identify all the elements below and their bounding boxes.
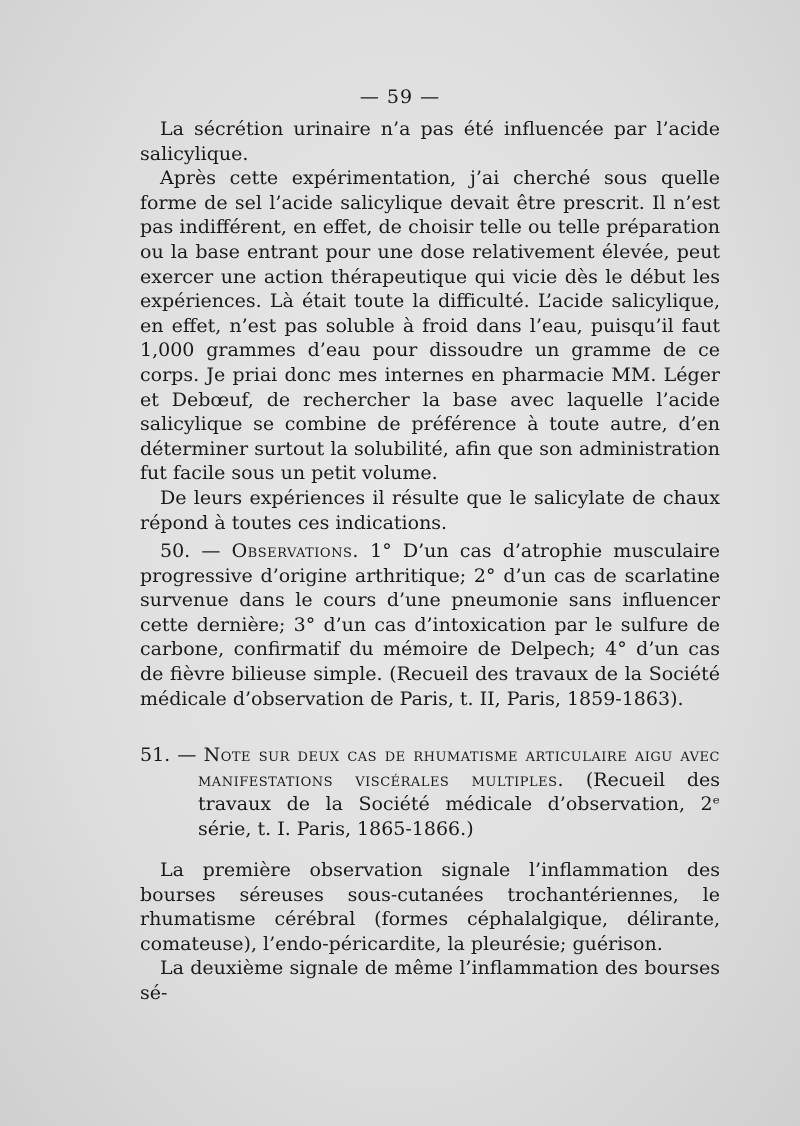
paragraph-first-observation: La première observation signale l’inflammation des bourses séreuses sous-cutanées trochantériennes, le rhumatisme cérébral (formes céphalalgique, délirante, comateuse), l’endo-péricardite, la pleurésie; guérison.: [140, 859, 720, 955]
paragraph-second-observation: La deuxième signale de même l’inflammation des bourses sé-: [140, 957, 720, 1004]
observation-51: [140, 743, 720, 841]
observation-50-paragraph: [140, 539, 720, 711]
closing-section: [140, 858, 720, 1006]
observation-51-body: (Recueil des travaux de la Société médicale d’observation, 2ᵉ série, t. I. Paris, 1865-1866.): [198, 768, 720, 840]
observation-50-body: 1° D’un cas d’atrophie musculaire progressive d’origine arthritique; 2° d’un cas de scarlatine survenue dans le cours d’une pneumonie sans influencer cette dernière; 3° d’un cas d’intoxication par le sulfure de carbone, confirmatif du mémoire de Delpech; 4° d’un cas de fièvre bilieuse simple. (Recueil des travaux de la Société médicale d’observation de Paris, t. II, Paris, 1859-1863).: [140, 540, 720, 710]
observation-51-title: Note sur deux cas de rhumatisme articulaire aigu avec manifestations viscérales multiples.: [198, 744, 720, 791]
paragraph-salt-form: Après cette expérimentation, j’ai cherché sous quelle forme de sel l’acide salicylique devait être prescrit. Il n’est pas indifférent, en effet, de choisir telle ou telle préparation ou la base entrant pour une dose relativement élevée, peut exercer une action thérapeutique qui vicie dès le début les expériences. Là était toute la difficulté. L’acide salicylique, en effet, n’est pas soluble à froid dans l’eau, puisqu’il faut 1,000 grammes d’eau pour dissoudre un gramme de ce corps. Je priai donc mes internes en pharmacie MM. Léger et Debœuf, de rechercher la base avec laquelle l’acide salicylique se combine de préférence à toute autre, d’en déterminer surtout la solubilité, afin que son administration fut facile sous un petit volume.: [140, 167, 720, 485]
observation-51-number: 51. —: [140, 744, 204, 766]
observation-50-number: 50. —: [160, 540, 232, 562]
paragraph-urinary-secretion: La sécrétion urinaire n’a pas été influencée par l’acide salicylique.: [140, 118, 720, 165]
paragraph-calcium-salicylate: De leurs expériences il résulte que le salicylate de chaux répond à toutes ces indications.: [140, 486, 720, 534]
page-number: — 59 —: [359, 86, 441, 108]
observation-50: [140, 539, 720, 711]
observation-51-paragraph: [140, 743, 720, 841]
intro-section: [140, 117, 720, 535]
observation-50-title: Observations.: [231, 540, 359, 562]
